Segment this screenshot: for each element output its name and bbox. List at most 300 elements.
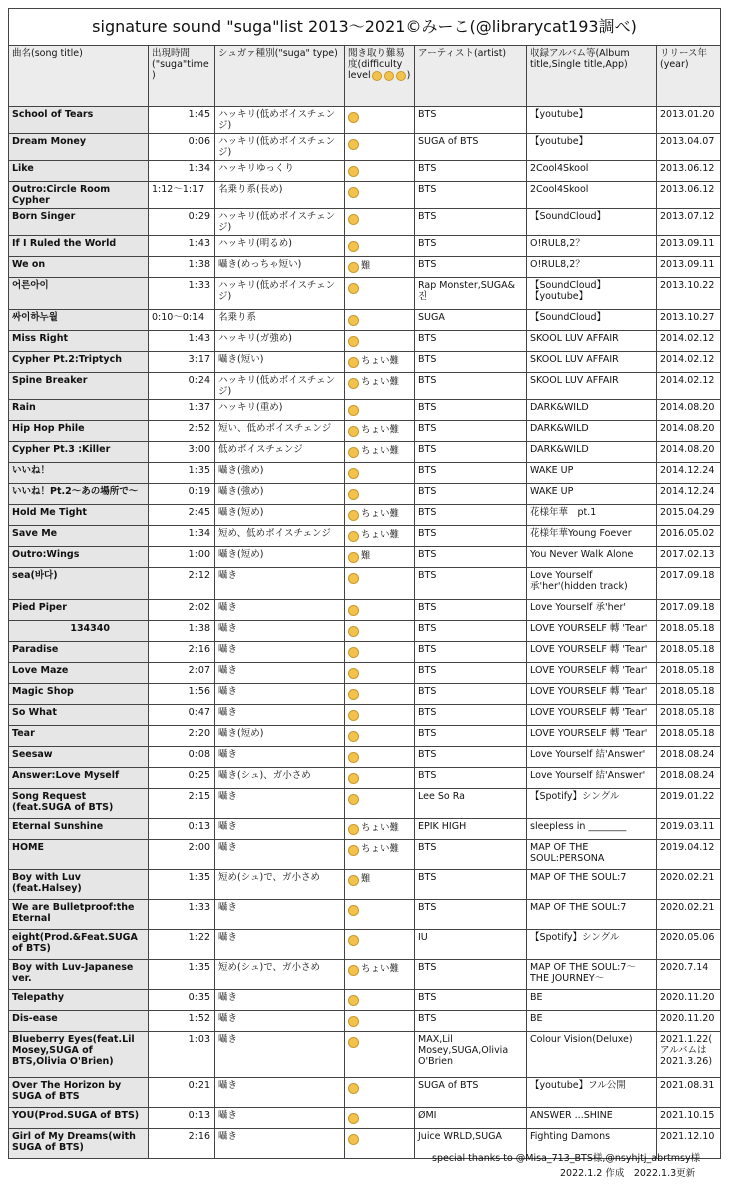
- album-cell: MAP OF THE SOUL:7: [527, 900, 657, 930]
- time-cell: 2:12: [149, 568, 215, 600]
- difficulty-emoji-icon: [348, 336, 359, 347]
- difficulty-emoji-icon: [348, 378, 359, 389]
- type-cell: 囁き: [215, 1129, 345, 1159]
- difficulty-emoji-icon: [348, 187, 359, 198]
- song-title-cell: Answer:Love Myself: [9, 768, 149, 789]
- year-cell: 2021.12.10: [657, 1129, 721, 1159]
- difficulty-cell: [345, 684, 415, 705]
- difficulty-cell: [345, 819, 415, 840]
- difficulty-label: 難: [361, 260, 371, 272]
- song-title-cell: Blueberry Eyes(feat.Lil Mosey,SUGA of BTS,Olivia O'Brien): [9, 1032, 149, 1078]
- difficulty-emoji-icon: [348, 773, 359, 784]
- table-row: [9, 789, 721, 819]
- difficulty-emoji-icon: [348, 752, 359, 763]
- difficulty-cell: [345, 310, 415, 331]
- artist-cell: MAX,Lil Mosey,SUGA,Olivia O'Brien: [415, 1032, 527, 1078]
- difficulty-emoji-icon: [348, 405, 359, 416]
- table-row: [9, 705, 721, 726]
- type-cell: 名乗り系(長め): [215, 182, 345, 209]
- difficulty-emoji-icon: [348, 552, 359, 563]
- difficulty-cell: [345, 505, 415, 526]
- album-cell: 【SoundCloud】: [527, 310, 657, 331]
- type-cell: 囁き(シュ)、ガ小さめ: [215, 768, 345, 789]
- time-cell: 1:43: [149, 236, 215, 257]
- artist-cell: BTS: [415, 352, 527, 373]
- special-thanks: special thanks to @Misa_713_BTS様,@nsyhjtj_abrtmsy様: [432, 1153, 701, 1164]
- year-cell: 2013.06.12: [657, 161, 721, 182]
- album-cell: LOVE YOURSELF 轉 'Tear': [527, 684, 657, 705]
- difficulty-cell: [345, 547, 415, 568]
- time-cell: 2:15: [149, 789, 215, 819]
- year-cell: 2020.02.21: [657, 900, 721, 930]
- difficulty-cell: [345, 960, 415, 990]
- type-cell: 囁き: [215, 663, 345, 684]
- type-cell: 低めボイスチェンジ: [215, 442, 345, 463]
- time-cell: 2:16: [149, 1129, 215, 1159]
- album-cell: 【SoundCloud】【youtube】: [527, 278, 657, 310]
- album-cell: 2Cool4Skool: [527, 161, 657, 182]
- year-cell: 2014.02.12: [657, 352, 721, 373]
- type-cell: 囁き: [215, 621, 345, 642]
- artist-cell: BTS: [415, 870, 527, 900]
- artist-cell: BTS: [415, 990, 527, 1011]
- song-title-cell: Miss Right: [9, 331, 149, 352]
- year-cell: 2015.04.29: [657, 505, 721, 526]
- difficulty-emoji-icon: [348, 794, 359, 805]
- table-row: [9, 870, 721, 900]
- table-row: [9, 209, 721, 236]
- type-cell: ハッキリ(低めボイスチェンジ): [215, 107, 345, 134]
- time-cell: 0:06: [149, 134, 215, 161]
- artist-cell: BTS: [415, 257, 527, 278]
- song-title-cell: Pied Piper: [9, 600, 149, 621]
- difficulty-cell: [345, 134, 415, 161]
- time-cell: 2:07: [149, 663, 215, 684]
- year-cell: 2020.05.06: [657, 930, 721, 960]
- difficulty-cell: [345, 900, 415, 930]
- difficulty-cell: [345, 373, 415, 400]
- time-cell: 0:08: [149, 747, 215, 768]
- song-title-cell: Telepathy: [9, 990, 149, 1011]
- artist-cell: BTS: [415, 840, 527, 870]
- year-cell: 2013.01.20: [657, 107, 721, 134]
- time-cell: 0:13: [149, 819, 215, 840]
- year-cell: 2019.04.12: [657, 840, 721, 870]
- table-row: [9, 642, 721, 663]
- type-cell: 囁き(短め): [215, 726, 345, 747]
- album-cell: You Never Walk Alone: [527, 547, 657, 568]
- difficulty-label: ちょい難: [361, 424, 400, 436]
- difficulty-cell: [345, 990, 415, 1011]
- difficulty-label: ちょい難: [361, 843, 400, 855]
- artist-cell: BTS: [415, 705, 527, 726]
- hard-emoji-icon: [396, 71, 406, 81]
- album-cell: SKOOL LUV AFFAIR: [527, 352, 657, 373]
- year-cell: 2018.08.24: [657, 768, 721, 789]
- year-cell: 2019.01.22: [657, 789, 721, 819]
- table-row: [9, 990, 721, 1011]
- difficulty-label: ちょい難: [361, 529, 400, 541]
- year-cell: 2017.02.13: [657, 547, 721, 568]
- header-song-title: 曲名(song title): [9, 46, 149, 107]
- table-row: [9, 900, 721, 930]
- table-row: [9, 1011, 721, 1032]
- header-difficulty: 聞き取り難易度(difficulty level ): [345, 46, 415, 107]
- artist-cell: BTS: [415, 161, 527, 182]
- table-row: [9, 257, 721, 278]
- difficulty-emoji-icon: [348, 1037, 359, 1048]
- time-cell: 1:43: [149, 331, 215, 352]
- artist-cell: IU: [415, 930, 527, 960]
- year-cell: 2018.05.18: [657, 705, 721, 726]
- difficulty-cell: [345, 747, 415, 768]
- year-cell: 2018.05.18: [657, 684, 721, 705]
- table-row: [9, 161, 721, 182]
- song-title-cell: We on: [9, 257, 149, 278]
- time-cell: 2:16: [149, 642, 215, 663]
- type-cell: 囁き(短め): [215, 547, 345, 568]
- difficulty-emoji-icon: [348, 626, 359, 637]
- table-title: signature sound "suga"list 2013〜2021©みーこ(@librarycat193調べ): [9, 9, 721, 46]
- time-cell: 1:35: [149, 960, 215, 990]
- time-cell: 1:38: [149, 257, 215, 278]
- difficulty-cell: [345, 107, 415, 134]
- song-title-cell: eight(Prod.&Feat.SUGA of BTS): [9, 930, 149, 960]
- type-cell: ハッキリ(低めボイスチェンジ): [215, 278, 345, 310]
- album-cell: 【youtube】フル公開: [527, 1078, 657, 1108]
- type-cell: 囁き: [215, 819, 345, 840]
- type-cell: 囁き: [215, 900, 345, 930]
- song-title-cell: YOU(Prod.SUGA of BTS): [9, 1108, 149, 1129]
- table-row: [9, 278, 721, 310]
- difficulty-emoji-icon: [348, 166, 359, 177]
- type-cell: ハッキリ(低めボイスチェンジ): [215, 209, 345, 236]
- song-title-cell: Like: [9, 161, 149, 182]
- year-cell: 2014.12.24: [657, 484, 721, 505]
- difficulty-cell: [345, 1078, 415, 1108]
- album-cell: MAP OF THE SOUL:7: [527, 870, 657, 900]
- difficulty-emoji-icon: [348, 112, 359, 123]
- artist-cell: BTS: [415, 1011, 527, 1032]
- time-cell: 1:35: [149, 870, 215, 900]
- artist-cell: BTS: [415, 331, 527, 352]
- difficulty-emoji-icon: [348, 1016, 359, 1027]
- time-cell: 1:52: [149, 1011, 215, 1032]
- difficulty-emoji-icon: [348, 573, 359, 584]
- album-cell: O!RUL8,2？: [527, 236, 657, 257]
- header-artist: アーティスト(artist): [415, 46, 527, 107]
- artist-cell: SUGA: [415, 310, 527, 331]
- easy-emoji-icon: [372, 71, 382, 81]
- artist-cell: BTS: [415, 526, 527, 547]
- type-cell: 囁き(強め): [215, 484, 345, 505]
- song-title-cell: Boy with Luv-Japanese ver.: [9, 960, 149, 990]
- difficulty-emoji-icon: [348, 995, 359, 1006]
- album-cell: DARK&WILD: [527, 400, 657, 421]
- album-cell: BE: [527, 1011, 657, 1032]
- year-cell: 2013.06.12: [657, 182, 721, 209]
- year-cell: 2020.11.20: [657, 1011, 721, 1032]
- song-title-cell: Rain: [9, 400, 149, 421]
- year-cell: 2014.02.12: [657, 373, 721, 400]
- year-cell: 2018.08.24: [657, 747, 721, 768]
- artist-cell: BTS: [415, 373, 527, 400]
- difficulty-emoji-icon: [348, 1083, 359, 1094]
- song-title-cell: We are Bulletproof:the Eternal: [9, 900, 149, 930]
- created-updated-dates: 2022.1.2 作成 2022.1.3更新: [560, 1168, 696, 1179]
- difficulty-cell: [345, 642, 415, 663]
- year-cell: 2014.12.24: [657, 463, 721, 484]
- header-album: 収録アルバム等(Album title,Single title,App): [527, 46, 657, 107]
- artist-cell: BTS: [415, 684, 527, 705]
- song-title-cell: Seesaw: [9, 747, 149, 768]
- table-row: [9, 526, 721, 547]
- album-cell: 【Spotify】シングル: [527, 789, 657, 819]
- album-cell: 【youtube】: [527, 134, 657, 161]
- album-cell: LOVE YOURSELF 轉 'Tear': [527, 642, 657, 663]
- album-cell: DARK&WILD: [527, 442, 657, 463]
- album-cell: MAP OF THE SOUL:7〜THE JOURNEY〜: [527, 960, 657, 990]
- difficulty-emoji-icon: [348, 689, 359, 700]
- song-title-cell: Save Me: [9, 526, 149, 547]
- difficulty-cell: [345, 840, 415, 870]
- artist-cell: BTS: [415, 726, 527, 747]
- time-cell: 1:33: [149, 900, 215, 930]
- type-cell: 囁き: [215, 705, 345, 726]
- artist-cell: BTS: [415, 900, 527, 930]
- year-cell: 2014.08.20: [657, 400, 721, 421]
- difficulty-cell: [345, 161, 415, 182]
- difficulty-emoji-icon: [348, 489, 359, 500]
- song-title-cell: いいね！: [9, 463, 149, 484]
- type-cell: 囁き: [215, 1032, 345, 1078]
- artist-cell: BTS: [415, 421, 527, 442]
- difficulty-label: ちょい難: [361, 963, 400, 975]
- song-title-cell: Hip Hop Phile: [9, 421, 149, 442]
- table-row: [9, 107, 721, 134]
- table-row: [9, 484, 721, 505]
- difficulty-label: 難: [361, 550, 371, 562]
- difficulty-cell: [345, 236, 415, 257]
- album-cell: Love Yourself 承'her': [527, 600, 657, 621]
- difficulty-cell: [345, 600, 415, 621]
- difficulty-cell: [345, 726, 415, 747]
- table-row: [9, 236, 721, 257]
- difficulty-emoji-icon: [348, 935, 359, 946]
- difficulty-emoji-icon: [348, 905, 359, 916]
- time-cell: 1:00: [149, 547, 215, 568]
- year-cell: 2018.05.18: [657, 642, 721, 663]
- time-cell: 0:19: [149, 484, 215, 505]
- album-cell: LOVE YOURSELF 轉 'Tear': [527, 663, 657, 684]
- song-title-cell: Hold Me Tight: [9, 505, 149, 526]
- album-cell: DARK&WILD: [527, 421, 657, 442]
- album-cell: O!RUL8,2？: [527, 257, 657, 278]
- difficulty-cell: [345, 257, 415, 278]
- table-row: [9, 726, 721, 747]
- song-title-cell: 싸이하누월: [9, 310, 149, 331]
- year-cell: 2013.10.27: [657, 310, 721, 331]
- type-cell: 囁き: [215, 600, 345, 621]
- time-cell: 3:17: [149, 352, 215, 373]
- time-cell: 2:20: [149, 726, 215, 747]
- type-cell: ハッキリ(重め): [215, 400, 345, 421]
- album-cell: MAP OF THE SOUL:PERSONA: [527, 840, 657, 870]
- difficulty-emoji-icon: [348, 824, 359, 835]
- time-cell: 0:21: [149, 1078, 215, 1108]
- song-title-cell: School of Tears: [9, 107, 149, 134]
- album-cell: 花様年華Young Foever: [527, 526, 657, 547]
- song-title-cell: Cypher Pt.3 :Killer: [9, 442, 149, 463]
- difficulty-cell: [345, 278, 415, 310]
- album-cell: Love Yourself 結'Answer': [527, 768, 657, 789]
- difficulty-label: ちょい難: [361, 822, 400, 834]
- artist-cell: BTS: [415, 960, 527, 990]
- difficulty-emoji-icon: [348, 875, 359, 886]
- difficulty-label: ちょい難: [361, 508, 400, 520]
- table-row: [9, 1108, 721, 1129]
- artist-cell: BTS: [415, 621, 527, 642]
- table-row: [9, 568, 721, 600]
- difficulty-label: ちょい難: [361, 376, 400, 388]
- time-cell: 0:47: [149, 705, 215, 726]
- table-row: [9, 442, 721, 463]
- difficulty-emoji-icon: [348, 214, 359, 225]
- type-cell: 囁き: [215, 990, 345, 1011]
- song-title-cell: So What: [9, 705, 149, 726]
- year-cell: 2013.04.07: [657, 134, 721, 161]
- artist-cell: BTS: [415, 600, 527, 621]
- artist-cell: EPIK HIGH: [415, 819, 527, 840]
- album-cell: SKOOL LUV AFFAIR: [527, 331, 657, 352]
- album-cell: WAKE UP: [527, 463, 657, 484]
- album-cell: Love Yourself 結'Answer': [527, 747, 657, 768]
- type-cell: 囁き: [215, 789, 345, 819]
- type-cell: 短め(シュ)で、ガ小さめ: [215, 960, 345, 990]
- year-cell: 2020.7.14: [657, 960, 721, 990]
- type-cell: ハッキリ(明るめ): [215, 236, 345, 257]
- time-cell: 1:34: [149, 526, 215, 547]
- table-row: [9, 505, 721, 526]
- song-title-cell: HOME: [9, 840, 149, 870]
- table-row: [9, 1032, 721, 1078]
- table-row: [9, 310, 721, 331]
- album-cell: 花様年華 pt.1: [527, 505, 657, 526]
- time-cell: 0:29: [149, 209, 215, 236]
- song-title-cell: Outro:Wings: [9, 547, 149, 568]
- year-cell: 2013.09.11: [657, 236, 721, 257]
- difficulty-emoji-icon: [348, 357, 359, 368]
- type-cell: 囁き: [215, 930, 345, 960]
- song-title-cell: sea(바다): [9, 568, 149, 600]
- table-row: [9, 840, 721, 870]
- table-row: [9, 182, 721, 209]
- song-table: [8, 8, 721, 1159]
- type-cell: 囁き(短い): [215, 352, 345, 373]
- medium-emoji-icon: [384, 71, 394, 81]
- type-cell: 囁き: [215, 840, 345, 870]
- artist-cell: SUGA of BTS: [415, 134, 527, 161]
- year-cell: 2019.03.11: [657, 819, 721, 840]
- difficulty-cell: [345, 400, 415, 421]
- difficulty-emoji-icon: [348, 647, 359, 658]
- type-cell: ハッキリゆっくり: [215, 161, 345, 182]
- artist-cell: BTS: [415, 747, 527, 768]
- difficulty-cell: [345, 352, 415, 373]
- type-cell: 短い、低めボイスチェンジ: [215, 421, 345, 442]
- album-cell: ANSWER ...SHINE: [527, 1108, 657, 1129]
- year-cell: 2014.08.20: [657, 442, 721, 463]
- difficulty-emoji-icon: [348, 262, 359, 273]
- type-cell: 囁き(短め): [215, 505, 345, 526]
- time-cell: 1:12〜1:17: [149, 182, 215, 209]
- type-cell: 囁き: [215, 642, 345, 663]
- type-cell: 囁き: [215, 568, 345, 600]
- artist-cell: BTS: [415, 442, 527, 463]
- year-cell: 2018.05.18: [657, 621, 721, 642]
- difficulty-emoji-icon: [348, 710, 359, 721]
- table-row: [9, 352, 721, 373]
- artist-cell: BTS: [415, 107, 527, 134]
- time-cell: 1:35: [149, 463, 215, 484]
- difficulty-emoji-icon: [348, 531, 359, 542]
- time-cell: 1:34: [149, 161, 215, 182]
- difficulty-cell: [345, 768, 415, 789]
- album-cell: sleepless in ________: [527, 819, 657, 840]
- album-cell: 【youtube】: [527, 107, 657, 134]
- difficulty-cell: [345, 663, 415, 684]
- artist-cell: Rap Monster,SUGA&진: [415, 278, 527, 310]
- header-year: リリース年(year): [657, 46, 721, 107]
- song-title-cell: If I Ruled the World: [9, 236, 149, 257]
- difficulty-emoji-icon: [348, 668, 359, 679]
- type-cell: 短め(シュ)で、ガ小さめ: [215, 870, 345, 900]
- difficulty-emoji-icon: [348, 447, 359, 458]
- difficulty-label: ちょい難: [361, 355, 400, 367]
- artist-cell: BTS: [415, 547, 527, 568]
- artist-cell: SUGA of BTS: [415, 1078, 527, 1108]
- year-cell: 2013.07.12: [657, 209, 721, 236]
- song-title-cell: Over The Horizon by SUGA of BTS: [9, 1078, 149, 1108]
- time-cell: 1:45: [149, 107, 215, 134]
- difficulty-cell: [345, 930, 415, 960]
- album-cell: Fighting Damons: [527, 1129, 657, 1159]
- type-cell: 囁き(強め): [215, 463, 345, 484]
- song-title-cell: 어른아이: [9, 278, 149, 310]
- type-cell: 囁き: [215, 1078, 345, 1108]
- song-title-cell: Magic Shop: [9, 684, 149, 705]
- table-row: [9, 547, 721, 568]
- header-difficulty-label: 聞き取り難易度(difficulty level: [348, 48, 406, 81]
- table-row: [9, 400, 721, 421]
- year-cell: 2021.1.22(アルバムは2021.3.26): [657, 1032, 721, 1078]
- time-cell: 1:22: [149, 930, 215, 960]
- time-cell: 2:45: [149, 505, 215, 526]
- difficulty-emoji-icon: [348, 241, 359, 252]
- song-title-cell: いいね！Pt.2〜あの場所で〜: [9, 484, 149, 505]
- album-cell: LOVE YOURSELF 轉 'Tear': [527, 621, 657, 642]
- difficulty-emoji-icon: [348, 965, 359, 976]
- type-cell: 囁き: [215, 1108, 345, 1129]
- difficulty-emoji-icon: [348, 315, 359, 326]
- difficulty-cell: [345, 1032, 415, 1078]
- difficulty-cell: [345, 421, 415, 442]
- type-cell: 囁き: [215, 1011, 345, 1032]
- difficulty-emoji-icon: [348, 139, 359, 150]
- time-cell: 3:00: [149, 442, 215, 463]
- difficulty-emoji-icon: [348, 605, 359, 616]
- song-title-cell: Love Maze: [9, 663, 149, 684]
